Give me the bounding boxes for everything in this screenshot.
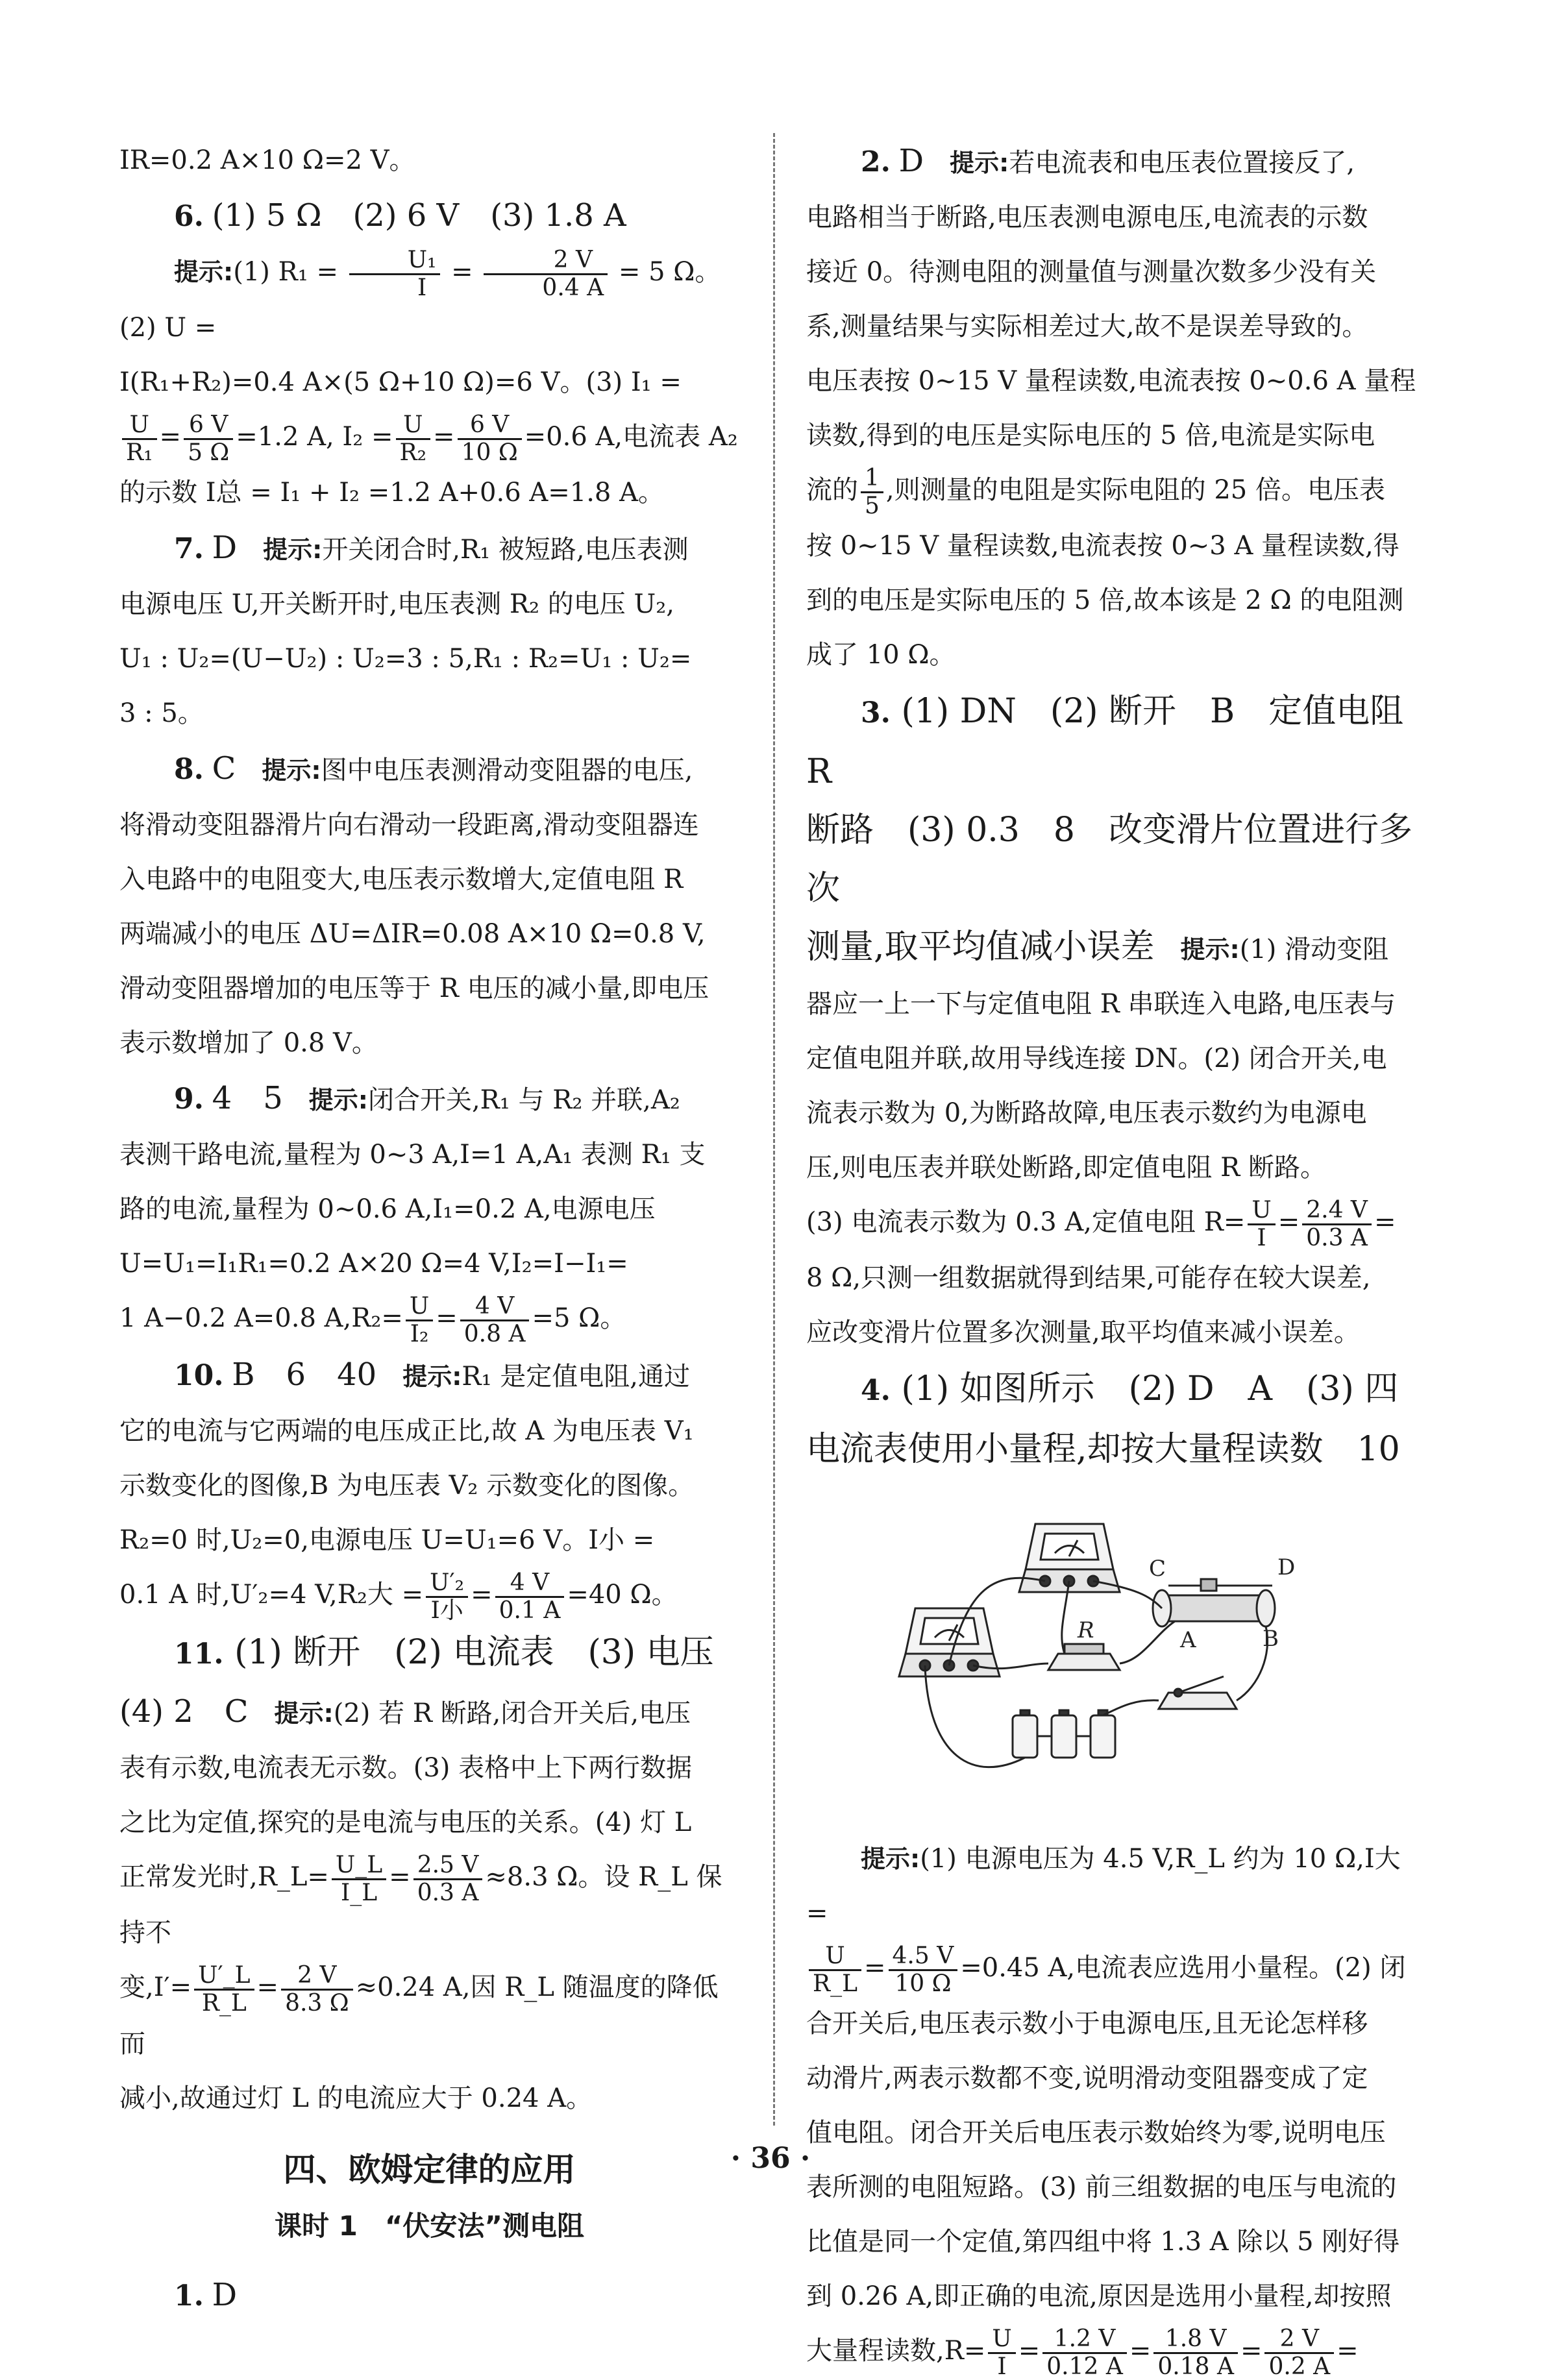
question-10: 10. B 6 40 提示:R₁ 是定值电阻,通过 <box>174 1356 690 1393</box>
circuit-diagram <box>889 1498 1344 1803</box>
q4-hint-line7: 比值是同一个定值,第四组中将 1.3 A 除以 5 刚好得 <box>806 2227 1400 2257</box>
fraction: $\frac{U}{\text{I₂}}$ <box>406 1294 433 1347</box>
q3-line4: 流表示数为 0,为断路故障,电压表示数约为电源电 <box>806 1098 1367 1129</box>
column-divider <box>773 133 775 2126</box>
q6-hint-line1: 提示:(1) R₁ = $\frac{\text{U₁}}{I}$ = $\frac{2 V}{0.4 A}$ = 5 Ω。(2) U = <box>119 246 721 343</box>
q7-line3: U₁ : U₂=(U−U₂) : U₂=3 : 5,R₁ : R₂=U₁ : U₂= <box>119 644 692 674</box>
line: IR=0.2 A×10 Ω=2 V。 <box>119 145 415 175</box>
page-number: · 36 · <box>730 2142 811 2175</box>
q8-line3: 入电路中的电阻变大,电压表示数增大,定值电阻 R <box>119 865 684 895</box>
q2-line5: 电压表按 0~15 V 量程读数,电流表按 0~0.6 A 量程 <box>806 366 1416 396</box>
q4-hint-line5: 值电阻。闭合开关后电压表示数始终为零,说明电压 <box>806 2118 1386 2148</box>
label-b: B <box>1262 1626 1279 1652</box>
question-4: 4. (1) 如图所示 (2) D A (3) 四 <box>861 1369 1399 1409</box>
q10-line4: R₂=0 时,U₂=0,电源电压 U=U₁=6 V。I小 = <box>119 1525 655 1556</box>
q4-hint-line3: 合开关后,电压表示数小于电源电压,且无论怎样移 <box>806 2009 1368 2039</box>
fraction: $\frac{\text{U′₂}}{\text{I小}}$ <box>426 1570 468 1623</box>
circuit-figure <box>806 1498 1426 1806</box>
q3-line6: (3) 电流表示数为 0.3 A,定值电阻 R= $\frac{U}{I}$ = $\frac{2.4 V}{0.3 A}$ = <box>806 1197 1396 1251</box>
fraction: $\frac{6 V}{10 \Omega}$ <box>458 412 522 465</box>
fraction: $\frac{\text{U₁}}{I}$ <box>349 247 441 301</box>
switch-icon <box>1159 1676 1237 1709</box>
fraction: $\frac{2 V}{8.3 \Omega}$ <box>281 1963 353 2016</box>
fraction: $\frac{1.2 V}{0.12 A}$ <box>1042 2326 1127 2379</box>
q6-hint-line3: $\frac{U}{\text{R₁}}$ = $\frac{6 V}{5 \Omega}$ =1.2 A, I₂ = $\frac{U}{\text{R₂}}$ = $\frac{6 V}{10 \Omega}$ =0.6 A,电流表 A₂ <box>119 410 739 465</box>
q2-line10: 成了 10 Ω。 <box>806 640 955 670</box>
q10-line2: 它的电流与它两端的电压成正比,故 A 为电压表 V₁ <box>119 1416 694 1447</box>
lesson-title: 课时 1 “伏安法”测电阻 <box>274 2209 585 2242</box>
q2-line7: 流的 $\frac{1}{5}$ ,则测量的电阻是实际电阻的 25 倍。电压表 <box>806 464 1385 519</box>
label-c: C <box>1148 1556 1166 1582</box>
question-11: 11. (1) 断开 (2) 电流表 (3) 电压 <box>174 1633 714 1673</box>
left-column <box>119 133 739 2324</box>
q8-line5: 滑动变阻器增加的电压等于 R 电压的减小量,即电压 <box>119 974 709 1004</box>
q2-line8: 按 0~15 V 量程读数,电流表按 0~3 A 量程读数,得 <box>806 531 1399 561</box>
q2-line9: 到的电压是实际电压的 5 倍,故本该是 2 Ω 的电阻测 <box>806 585 1404 616</box>
q7-line2: 电源电压 U,开关断开时,电压表测 R₂ 的电压 U₂, <box>119 589 674 620</box>
q2-line3: 接近 0。待测电阻的测量值与测量次数多少没有关 <box>806 257 1377 287</box>
fraction: $\frac{U}{I}$ <box>1248 1197 1275 1251</box>
q3-line3: 定值电阻并联,故用导线连接 DN。(2) 闭合开关,电 <box>806 1044 1387 1074</box>
fraction: $\frac{1.8 V}{0.18 A}$ <box>1153 2326 1238 2379</box>
right-column <box>806 133 1426 2379</box>
q3-answer-line3: 测量,取平均值减小误差 提示:(1) 滑动变阻 <box>806 927 1389 967</box>
fraction: $\frac{4 V}{0.1 A}$ <box>495 1570 565 1623</box>
q11-line6: 变,I′= $\frac{U'\_L}{R\_L}$ = $\frac{2 V}{8.3 \Omega}$ ≈0.24 A,因 R_L 随温度的降低而 <box>119 1962 719 2059</box>
q3-answer-line2: 断路 (3) 0.3 8 改变滑片位置进行多次 <box>806 811 1412 909</box>
q11-line2: (4) 2 C 提示:(2) 若 R 断路,闭合开关后,电压 <box>119 1693 691 1730</box>
section-title: 四、欧姆定律的应用 <box>283 2150 576 2189</box>
q3-line7: 8 Ω,只测一组数据就得到结果,可能存在较大误差, <box>806 1263 1371 1294</box>
fraction: $\frac{U'\_L}{R\_L}$ <box>194 1963 254 2016</box>
q6-hint-line4: 的示数 I总 = I₁ + I₂ =1.2 A+0.6 A=1.8 A。 <box>119 478 664 508</box>
q4-hint-line8: 到 0.26 A,即正确的电流,原因是选用小量程,却按照 <box>806 2281 1392 2312</box>
fraction: $\frac{2 V}{0.4 A}$ <box>484 247 608 301</box>
fraction: $\frac{2 V}{0.2 A}$ <box>1264 2326 1334 2379</box>
q8-line2: 将滑动变阻器滑片向右滑动一段距离,滑动变阻器连 <box>119 810 699 840</box>
q10-line3: 示数变化的图像,B 为电压表 V₂ 示数变化的图像。 <box>119 1471 695 1501</box>
question-8: 8. C 提示:图中电压表测滑动变阻器的电压, <box>174 750 693 787</box>
fraction: $\frac{6 V}{5 \Omega}$ <box>184 412 233 465</box>
fraction: $\frac{U}{R\_L}$ <box>809 1943 861 1996</box>
q9-line3: 路的电流,量程为 0~0.6 A,I₁=0.2 A,电源电压 <box>119 1194 656 1225</box>
q7-line4: 3 : 5。 <box>119 698 204 729</box>
question-7: 7. D 提示:开关闭合时,R₁ 被短路,电压表测 <box>174 530 689 567</box>
fraction: $\frac{2.4 V}{0.3 A}$ <box>1302 1197 1372 1251</box>
question-6: 6. (1) 5 Ω (2) 6 V (3) 1.8 A <box>174 197 626 234</box>
q4-hint-line6: 表所测的电阻短路。(3) 前三组数据的电压与电流的 <box>806 2172 1397 2203</box>
q6-hint-line2: I(R₁+R₂)=0.4 A×(5 Ω+10 Ω)=6 V。(3) I₁ = <box>119 367 682 398</box>
q9-line5: 1 A−0.2 A=0.8 A,R₂= $\frac{U}{\text{I₂}}$ = $\frac{4 V}{0.8 A}$ =5 Ω。 <box>119 1293 626 1347</box>
question-9: 9. 4 5 提示:闭合开关,R₁ 与 R₂ 并联,A₂ <box>174 1080 680 1117</box>
q11-line4: 之比为定值,探究的是电流与电压的关系。(4) 灯 L <box>119 1808 692 1838</box>
question-1: 1. D <box>174 2276 238 2313</box>
q9-line4: U=U₁=I₁R₁=0.2 A×20 Ω=4 V,I₂=I−I₁= <box>119 1249 628 1279</box>
ammeter-icon <box>899 1608 1000 1676</box>
q3-line8: 应改变滑片位置多次测量,取平均值来减小误差。 <box>806 1318 1360 1348</box>
fraction: $\frac{4 V}{0.8 A}$ <box>460 1294 530 1347</box>
fraction: $\frac{1}{5}$ <box>861 465 883 519</box>
q4-hint-line2: $\frac{U}{R\_L}$ = $\frac{4.5 V}{10 \Omega}$ =0.45 A,电流表应选用小量程。(2) 闭 <box>806 1941 1426 1996</box>
q2-line2: 电路相当于断路,电压表测电源电压,电流表的示数 <box>806 202 1368 232</box>
q4-hint-line1: 提示:(1) 电源电压为 4.5 V,R_L 约为 10 Ω,I大 = <box>806 1844 1401 1929</box>
fraction: $\frac{U}{\text{R₂}}$ <box>396 412 431 465</box>
q9-line2: 表测干路电流,量程为 0~3 A,I=1 A,A₁ 表测 R₁ 支 <box>119 1140 706 1170</box>
rheostat-icon <box>1153 1579 1275 1626</box>
q8-line4: 两端减小的电压 ΔU=ΔIR=0.08 A×10 Ω=0.8 V, <box>119 919 706 950</box>
q11-line5: 正常发光时,R_L= $\frac{U\_L}{I\_L}$ = $\frac{2.5 V}{0.3 A}$ ≈8.3 Ω。设 R_L 保持不 <box>119 1852 722 1948</box>
q2-line4: 系,测量结果与实际相差过大,故不是误差导致的。 <box>806 312 1368 341</box>
q4-answer-line2: 电流表使用小量程,却按大量程读数 10 <box>806 1430 1400 1469</box>
fraction: $\frac{U}{I}$ <box>988 2326 1015 2379</box>
label-r: R <box>1077 1617 1094 1644</box>
fraction: $\frac{U\_L}{I\_L}$ <box>332 1852 386 1906</box>
fraction: $\frac{4.5 V}{10 \Omega}$ <box>889 1943 958 1996</box>
q11-line3: 表有示数,电流表无示数。(3) 表格中上下两行数据 <box>119 1753 693 1784</box>
q11-line7: 减小,故通过灯 L 的电流应大于 0.24 A。 <box>119 2083 593 2113</box>
fraction: $\frac{U}{\text{R₁}}$ <box>122 412 157 465</box>
question-3: 3. (1) DN (2) 断开 B 定值电阻 R <box>806 692 1404 792</box>
battery-icon <box>1013 1710 1115 1758</box>
fraction: $\frac{2.5 V}{0.3 A}$ <box>413 1852 483 1906</box>
q8-line6: 表示数增加了 0.8 V。 <box>119 1028 378 1059</box>
question-2: 2. D 提示:若电流表和电压表位置接反了, <box>861 143 1355 179</box>
q3-line2: 器应一上一下与定值电阻 R 串联连入电路,电压表与 <box>806 989 1396 1020</box>
q4-hint-line4: 动滑片,两表示数都不变,说明滑动变阻器变成了定 <box>806 2063 1368 2094</box>
label-d: D <box>1277 1554 1295 1581</box>
label-a: A <box>1179 1627 1196 1654</box>
q2-line6: 读数,得到的电压是实际电压的 5 倍,电流是实际电 <box>806 421 1375 450</box>
q10-line5: 0.1 A 时,U′₂=4 V,R₂大 = $\frac{\text{U′₂}}{\text{I小}}$ = $\frac{4 V}{0.1 A}$ =40 Ω。 <box>119 1569 678 1624</box>
q4-hint-line9: 大量程读数,R= $\frac{U}{I}$ = $\frac{1.2 V}{0.12 A}$ = $\frac{1.8 V}{0.18 A}$ = $\frac{2 V}{0.2 A}$ = <box>806 2325 1359 2380</box>
resistor-icon <box>1048 1644 1120 1670</box>
q3-line5: 压,则电压表并联处断路,即定值电阻 R 断路。 <box>806 1153 1326 1183</box>
